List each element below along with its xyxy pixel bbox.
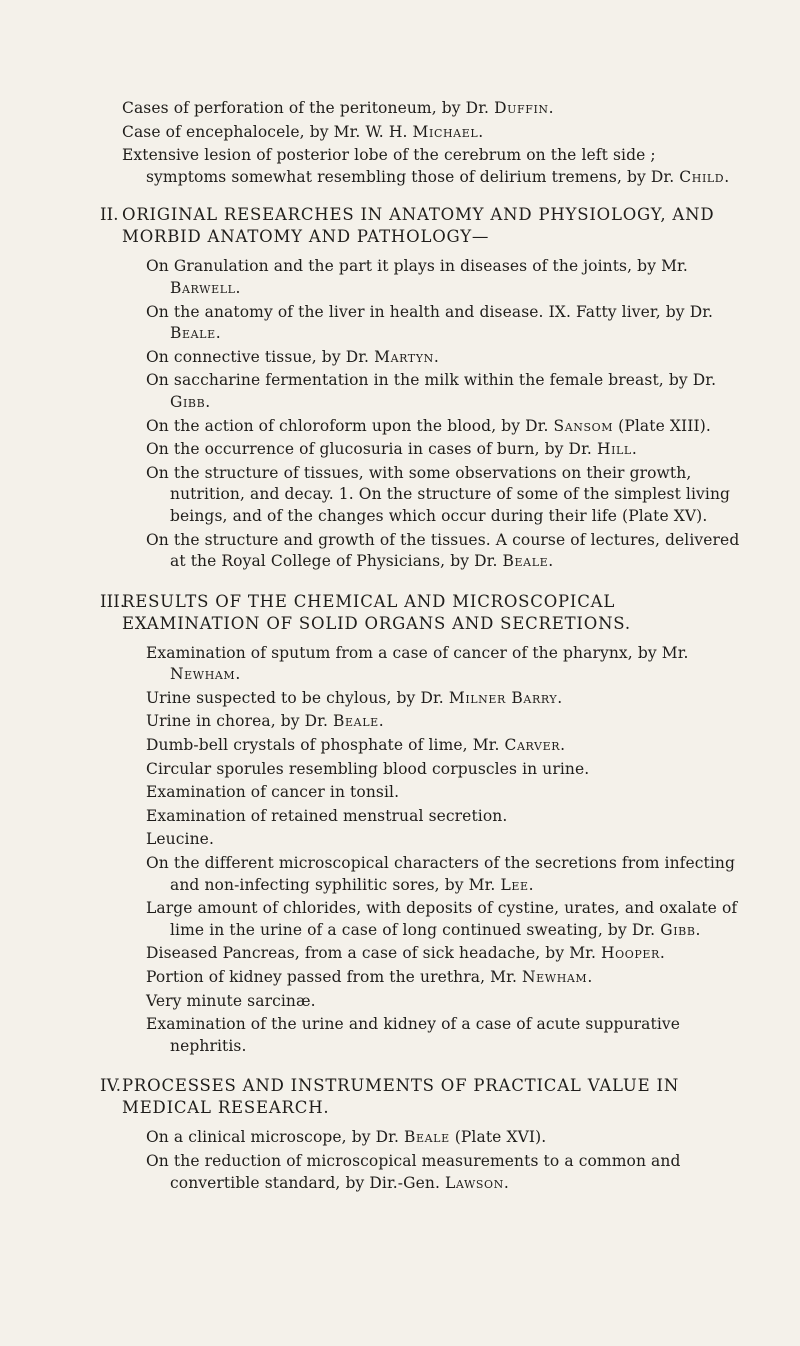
list-item: Leucine. [146,830,214,849]
intro-block [122,98,740,188]
list-item: On the anatomy of the liver in health and disease. IX. Fatty liver, by Dr. Beale. [146,302,714,343]
list-item: Large amount of chlorides, with deposits of cystine, urates, and oxalate of lime in the urine of a case of long continued sweating, by Dr. Gibb. [146,899,738,939]
section-items [122,1127,740,1194]
section-number: IV. [100,1076,122,1096]
entry-text: Extensive lesion of posterior lobe of the cerebrum on the left side ; symptoms somewhat resembling those of delirium tremens, by Dr. [122,146,680,186]
section-ii [100,204,740,572]
author-name: Sansom [553,416,614,435]
entry-tail: . [548,99,554,117]
entry-text: Cases of perforation of the peritoneum, by Dr. [122,99,495,117]
list-item: On a clinical microscope, by Dr. Beale (Plate XVI). [146,1128,547,1147]
author-name: Hooper [601,944,660,963]
author-name: Beale [170,324,216,343]
list-item: Examination of sputum from a case of cancer of the pharynx, by Mr. Newham. [146,643,689,684]
intro-entry-3 [122,145,740,188]
list-item: Diseased Pancreas, from a case of sick headache, by Mr. Hooper. [146,944,665,963]
section-iv [100,1075,740,1194]
author-name: Gibb [170,392,206,411]
section-items [122,256,740,572]
intro-entry-1 [122,98,740,120]
list-item: Examination of cancer in tonsil. [146,783,400,802]
list-item: Urine suspected to be chylous, by Dr. Milner Barry. [146,688,563,707]
list-item: On the structure and growth of the tissues. A course of lectures, delivered at the Royal College of Physicians, by Dr. Beale. [146,530,740,571]
list-item: Examination of the urine and kidney of a case of acute suppurative nephritis. [146,1015,681,1055]
list-item: Urine in chorea, by Dr. Beale. [146,712,384,731]
author-name: Milner Barry [448,688,558,707]
entry-text: Case of encephalocele, by Mr. W. H. [122,122,413,141]
list-item: On connective tissue, by Dr. Martyn. [146,347,439,366]
entry-tail: . [724,167,730,186]
author-name: Carver [504,736,561,755]
author-name: Duffin [494,99,549,117]
intro-entry-2 [122,122,740,144]
author-name: Beale [333,712,379,731]
author-name: Barwell [170,278,236,297]
list-item: On saccharine fermentation in the milk within the female breast, by Dr. Gibb. [146,371,717,411]
list-item: Examination of retained menstrual secretion. [146,806,508,825]
list-item: On the reduction of microscopical measurements to a common and convertible standard, by Dir.-Gen. Lawson. [146,1151,681,1192]
list-item: On the occurrence of glucosuria in cases of burn, by Dr. Hill. [146,440,637,459]
section-items [122,643,740,1058]
section-number: II. [100,205,119,225]
list-item: Dumb-bell crystals of phosphate of lime, Mr. Carver. [146,736,566,755]
section-heading: PROCESSES AND INSTRUMENTS OF PRACTICAL VALUE IN MEDICAL RESEARCH. [122,1076,680,1118]
section-iii [100,591,740,1058]
author-name: Hill [596,440,632,459]
list-item: On the action of chloroform upon the blood, by Dr. Sansom (Plate XIII). [146,416,711,435]
author-name: Newham [170,665,236,684]
list-item: Portion of kidney passed from the urethra, Mr. Newham. [146,968,593,986]
author-name: Child [679,167,725,186]
author-name: Martyn [374,347,434,366]
author-name: Newham [522,968,588,986]
author-name: Beale [502,552,549,571]
section-heading: RESULTS OF THE CHEMICAL AND MICROSCOPICAL EXAMINATION OF SOLID ORGANS AND SECRETIONS. [122,591,631,633]
section-number: III. [100,591,126,611]
author-name: Michael [412,122,479,141]
author-name: Gibb [660,920,696,939]
list-item: Very minute sarcinæ. [146,991,316,1010]
author-name: Beale [404,1128,450,1147]
list-item: Circular sporules resembling blood corpuscles in urine. [146,759,590,778]
entry-tail: . [478,122,484,141]
list-item: On the different microscopical characters of the secretions from infecting and non-infecting syphilitic sores, by Mr. Lee. [146,854,736,894]
list-item: On the structure of tissues, with some observations on their growth, nutrition, and decay. 1. On the structure of some of the simplest living beings, and of the changes which occur during their life (Plate XV). [146,463,731,525]
section-heading: ORIGINAL RESEARCHES IN ANATOMY AND PHYSIOLOGY, AND MORBID ANATOMY AND PATHOLOGY— [122,205,715,247]
author-name: Lee [500,875,529,894]
list-item: On Granulation and the part it plays in diseases of the joints, by Mr. Barwell. [146,257,688,297]
author-name: Lawson [445,1173,504,1192]
